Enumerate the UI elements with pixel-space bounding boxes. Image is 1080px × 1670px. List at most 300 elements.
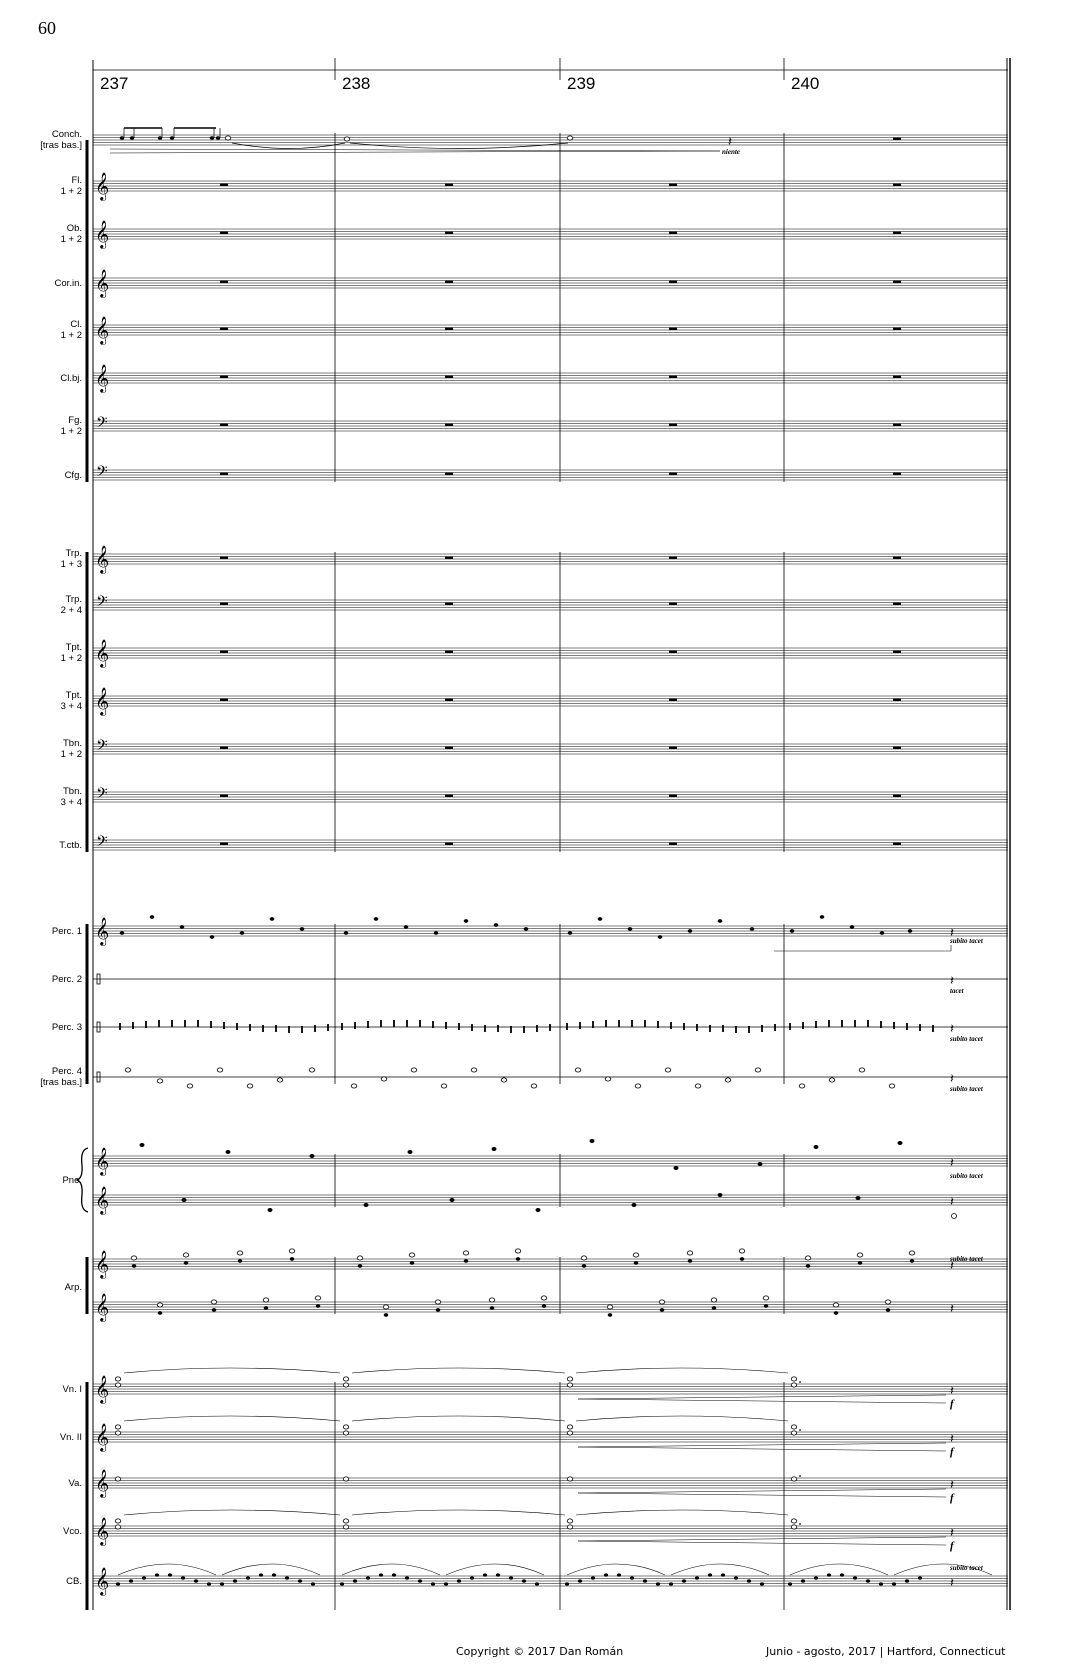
perc1-note xyxy=(344,931,349,935)
trp24-whole-rest xyxy=(445,603,453,605)
perc4-note xyxy=(277,1078,283,1082)
piano-lh-note xyxy=(450,1198,455,1202)
cb-slur xyxy=(790,1564,888,1575)
tbn34-whole-rest xyxy=(220,795,228,797)
fg-whole-rest xyxy=(220,424,228,426)
vn1-tie xyxy=(124,1368,340,1373)
va-whole-note xyxy=(115,1477,121,1481)
harp-lh-harmonic xyxy=(763,1296,769,1300)
harp-lh-harmonic xyxy=(659,1300,665,1304)
harp-lh-note xyxy=(490,1306,495,1310)
harp-rh-harmonic xyxy=(183,1253,189,1257)
subito-tacet-marking: subito tacet xyxy=(950,1035,983,1043)
cl-whole-rest xyxy=(669,328,677,330)
harp-lh-harmonic xyxy=(315,1296,321,1300)
cl-whole-rest xyxy=(893,328,901,330)
instrument-label-ob: Ob. 1 + 2 xyxy=(60,223,82,245)
tbn34-whole-rest xyxy=(669,795,677,797)
instrument-label-tbn34: Tbn. 3 + 4 xyxy=(60,786,82,808)
perc1-note xyxy=(270,917,275,921)
cb-slur xyxy=(567,1564,665,1575)
cb-note xyxy=(578,1579,582,1582)
perc4-note xyxy=(351,1084,357,1088)
cb-note xyxy=(669,1582,673,1585)
cb-note xyxy=(483,1573,487,1576)
arp-lower-treble-clef: 𝄞 xyxy=(95,1293,110,1321)
cb-note xyxy=(457,1579,461,1582)
tctb-bass-clef: 𝄢 xyxy=(96,833,108,854)
piano-pedal-mark xyxy=(952,1214,957,1219)
perc4-note xyxy=(471,1068,477,1072)
perc1-note xyxy=(150,915,155,919)
tbn12-whole-rest xyxy=(669,747,677,749)
perc1-note xyxy=(434,931,439,935)
forte-marking: f xyxy=(950,1446,954,1458)
cb-note xyxy=(272,1573,276,1576)
harp-lh-note xyxy=(212,1308,217,1312)
vn2-quarter-rest: 𝄽 xyxy=(950,1432,954,1447)
vn1-tie xyxy=(352,1368,565,1373)
harp-rh-harmonic xyxy=(739,1249,745,1253)
cfg-whole-rest xyxy=(220,473,228,475)
harp-rh-harmonic xyxy=(687,1251,693,1255)
vn2-whole-note xyxy=(567,1431,573,1435)
cb-note xyxy=(418,1579,422,1582)
vn1-whole-note xyxy=(567,1377,573,1381)
harp-rh-note xyxy=(910,1259,915,1263)
instrument-label-corin: Cor.in. xyxy=(54,277,82,289)
fl-whole-rest xyxy=(220,184,228,186)
cb-note xyxy=(853,1576,857,1579)
perc4-note xyxy=(665,1068,671,1072)
cb-note xyxy=(905,1579,909,1582)
piano-rh-note xyxy=(814,1145,819,1149)
fl-whole-rest xyxy=(445,184,453,186)
vn1-crescendo-hairpin xyxy=(578,1399,946,1403)
conch-whole-note xyxy=(344,137,350,141)
vn1-whole-note xyxy=(343,1383,349,1387)
harp-rh-note xyxy=(858,1261,863,1265)
harp-rh-note xyxy=(516,1257,521,1261)
vn2-tie xyxy=(352,1416,565,1421)
conch-tie xyxy=(350,143,568,149)
tbn12-whole-rest xyxy=(445,747,453,749)
vn2-dotted-half-note xyxy=(791,1431,797,1435)
perc1-note xyxy=(718,919,723,923)
barlines xyxy=(77,58,1010,1610)
perc1-note xyxy=(404,925,409,929)
vn2-whole-note xyxy=(115,1425,121,1429)
piano-rh-note xyxy=(758,1162,763,1166)
cb-note xyxy=(918,1576,922,1579)
cb-note xyxy=(630,1576,634,1579)
cb-slur xyxy=(118,1564,216,1575)
tpt12-whole-rest xyxy=(220,651,228,653)
cb-note xyxy=(116,1582,120,1585)
va-treble-clef: 𝄞 xyxy=(95,1469,110,1497)
vco-tie xyxy=(576,1510,788,1515)
forte-marking: f xyxy=(950,1540,954,1552)
vn2-crescendo-hairpin xyxy=(578,1447,946,1451)
perc3-quarter-rest: 𝄽 xyxy=(950,1022,954,1037)
perc1-note xyxy=(568,931,573,935)
va-whole-note xyxy=(343,1477,349,1481)
piano-rh-note xyxy=(590,1139,595,1143)
fg-whole-rest xyxy=(893,424,901,426)
harp-rh-quarter-rest: 𝄽 xyxy=(950,1259,954,1274)
fl-whole-rest xyxy=(669,184,677,186)
harp-rh-note xyxy=(806,1264,811,1268)
cb-note xyxy=(866,1579,870,1582)
fg-whole-rest xyxy=(445,424,453,426)
vn2-crescendo-hairpin xyxy=(578,1443,946,1447)
corin-whole-rest xyxy=(669,281,677,283)
perc1-note xyxy=(464,919,469,923)
piano-rh-note xyxy=(226,1150,231,1154)
instrument-label-tpt12: Tpt. 1 + 2 xyxy=(60,642,82,664)
piano-lh-note xyxy=(632,1203,637,1207)
cb-slur xyxy=(671,1564,769,1575)
cl-treble-clef: 𝄞 xyxy=(95,316,110,344)
conch-quarter-rest: 𝄽 xyxy=(728,135,732,150)
vn2-dotted-half-note xyxy=(791,1425,797,1429)
notes xyxy=(95,128,992,1596)
subito-tacet-marking: subito tacet xyxy=(950,1172,983,1180)
corin-whole-rest xyxy=(445,281,453,283)
cb-note xyxy=(311,1582,315,1585)
cb-note xyxy=(194,1579,198,1582)
vn2-tie xyxy=(124,1416,340,1421)
conch-note xyxy=(120,136,124,140)
harp-rh-harmonic xyxy=(463,1251,469,1255)
conch-note xyxy=(216,136,220,140)
harp-lh-harmonic xyxy=(541,1296,547,1300)
cb-note xyxy=(129,1579,133,1582)
tpt34-whole-rest xyxy=(893,699,901,701)
instrument-label-cfg: Cfg. xyxy=(64,469,82,481)
cfg-whole-rest xyxy=(669,473,677,475)
va-quarter-rest: 𝄽 xyxy=(950,1478,954,1493)
perc4-note xyxy=(829,1078,835,1082)
perc4-note xyxy=(411,1068,417,1072)
harp-rh-harmonic xyxy=(857,1253,863,1257)
tpt12-whole-rest xyxy=(669,651,677,653)
cb-note xyxy=(814,1576,818,1579)
cb-note xyxy=(708,1573,712,1576)
staff-lines xyxy=(93,135,1008,1586)
cb-note xyxy=(220,1582,224,1585)
tpt12-whole-rest xyxy=(893,651,901,653)
instrument-label-perc2: Perc. 2 xyxy=(51,973,82,985)
perc1-note xyxy=(790,929,795,933)
vco-crescendo-hairpin xyxy=(578,1541,946,1545)
vn2-whole-note xyxy=(343,1425,349,1429)
perc4-note xyxy=(695,1084,701,1088)
harp-rh-harmonic xyxy=(581,1256,587,1260)
cb-note xyxy=(509,1576,513,1579)
harp-lh-harmonic xyxy=(435,1300,441,1304)
tbn34-whole-rest xyxy=(445,795,453,797)
instrument-label-clbj: Cl.bj. xyxy=(60,372,82,384)
harp-rh-note xyxy=(464,1259,469,1263)
cb-note xyxy=(734,1576,738,1579)
measure-number: 240 xyxy=(791,74,820,93)
vco-quarter-rest: 𝄽 xyxy=(950,1526,954,1541)
harp-lh-harmonic xyxy=(607,1305,613,1309)
tpt34-whole-rest xyxy=(220,699,228,701)
harp-rh-harmonic xyxy=(289,1249,295,1253)
piano-lh-note xyxy=(856,1196,861,1200)
vco-augmentation-dot xyxy=(799,1523,801,1525)
tpt12-whole-rest xyxy=(445,651,453,653)
vn1-whole-note xyxy=(343,1377,349,1381)
harp-rh-harmonic xyxy=(909,1251,915,1255)
harp-rh-note xyxy=(184,1261,189,1265)
piano-rh-note xyxy=(408,1150,413,1154)
pno-upper-treble-clef: 𝄞 xyxy=(95,1147,110,1175)
perc4-note xyxy=(635,1084,641,1088)
harp-lh-harmonic xyxy=(211,1300,217,1304)
vn1-treble-clef: 𝄞 xyxy=(95,1375,110,1403)
cb-note xyxy=(259,1573,263,1576)
harp-rh-note xyxy=(132,1264,137,1268)
vn1-crescendo-hairpin xyxy=(578,1395,946,1399)
piano-rh-note xyxy=(310,1154,315,1158)
cb-note xyxy=(431,1582,435,1585)
forte-marking: f xyxy=(950,1398,954,1410)
perc4-note xyxy=(157,1079,163,1083)
harp-rh-note xyxy=(290,1257,295,1261)
cfg-whole-rest xyxy=(893,473,901,475)
ob-whole-rest xyxy=(893,232,901,234)
cb-note xyxy=(142,1576,146,1579)
vn1-dotted-half-note xyxy=(791,1383,797,1387)
piano-rh-quarter-rest: 𝄽 xyxy=(950,1156,954,1171)
vn1-whole-note xyxy=(567,1383,573,1387)
harp-rh-note xyxy=(634,1261,639,1265)
cb-note xyxy=(392,1573,396,1576)
cb-note xyxy=(695,1576,699,1579)
fl-whole-rest xyxy=(893,184,901,186)
page-number: 60 xyxy=(38,18,56,38)
cb-note xyxy=(604,1573,608,1576)
vco-crescendo-hairpin xyxy=(578,1537,946,1541)
clbj-whole-rest xyxy=(893,376,901,378)
conch-whole-rest xyxy=(893,138,901,140)
cfg-bass-clef: 𝄢 xyxy=(96,463,108,484)
perc1-note xyxy=(300,927,305,931)
harp-lh-harmonic xyxy=(157,1303,163,1307)
harp-rh-note xyxy=(740,1257,745,1261)
harp-rh-harmonic xyxy=(131,1256,137,1260)
piano-rh-note xyxy=(898,1141,903,1145)
piano-rh-note xyxy=(492,1147,497,1151)
instrument-label-tbn12: Tbn. 1 + 2 xyxy=(60,738,82,760)
harp-lh-note xyxy=(608,1313,613,1317)
perc4-note xyxy=(125,1068,131,1072)
trp13-whole-rest xyxy=(445,557,453,559)
perc4-note xyxy=(501,1078,507,1082)
clbj-whole-rest xyxy=(669,376,677,378)
piano-lh-quarter-rest: 𝄽 xyxy=(950,1195,954,1210)
instrument-label-vco: Vco. xyxy=(62,1525,82,1537)
vn2-whole-note xyxy=(115,1431,121,1435)
vn2-tie xyxy=(576,1416,788,1421)
measure-number: 239 xyxy=(567,74,596,93)
vco-whole-note xyxy=(343,1525,349,1529)
perc1-note xyxy=(908,929,913,933)
harp-lh-note xyxy=(384,1313,389,1317)
instrument-label-conch: Conch. [tras bas.] xyxy=(40,129,82,151)
cfg-whole-rest xyxy=(445,473,453,475)
perc1-note xyxy=(628,927,633,931)
tctb-whole-rest xyxy=(220,843,228,845)
harp-lh-quarter-rest: 𝄽 xyxy=(950,1302,954,1317)
perc4-note xyxy=(755,1068,761,1072)
cb-note xyxy=(535,1582,539,1585)
cb-note xyxy=(340,1582,344,1585)
perc4-note xyxy=(859,1068,865,1072)
conch-note xyxy=(130,136,134,140)
ob-whole-rest xyxy=(445,232,453,234)
cb-note xyxy=(379,1573,383,1576)
vco-whole-note xyxy=(115,1519,121,1523)
perc4-note xyxy=(217,1068,223,1072)
perc4-note xyxy=(605,1077,611,1081)
harp-rh-harmonic xyxy=(409,1253,415,1257)
vn1-whole-note xyxy=(115,1383,121,1387)
instrument-label-perc4: Perc. 4 [tras bas.] xyxy=(40,1066,82,1088)
perc4-note xyxy=(799,1084,805,1088)
cb-note xyxy=(181,1576,185,1579)
harp-rh-harmonic xyxy=(515,1249,521,1253)
harp-lh-harmonic xyxy=(833,1303,839,1307)
cb-note xyxy=(366,1576,370,1579)
vn2-whole-note xyxy=(567,1425,573,1429)
vco-whole-note xyxy=(115,1525,121,1529)
va-crescendo-hairpin xyxy=(578,1493,946,1497)
cl-whole-rest xyxy=(220,328,228,330)
trp24-whole-rest xyxy=(669,603,677,605)
cb-note xyxy=(353,1579,357,1582)
perc4-note xyxy=(725,1078,731,1082)
vco-whole-note xyxy=(343,1519,349,1523)
vn2-whole-note xyxy=(343,1431,349,1435)
instrument-label-fg: Fg. 1 + 2 xyxy=(60,415,82,437)
harp-lh-note xyxy=(264,1306,269,1310)
trp13-whole-rest xyxy=(893,557,901,559)
vco-whole-note xyxy=(567,1525,573,1529)
harp-lh-harmonic xyxy=(885,1300,891,1304)
pno-lower-treble-clef: 𝄞 xyxy=(95,1186,110,1214)
perc1-note xyxy=(750,927,755,931)
tbn12-whole-rest xyxy=(893,747,901,749)
piano-lh-note xyxy=(718,1193,723,1197)
vn1-tie xyxy=(576,1368,788,1373)
va-crescendo-hairpin xyxy=(578,1489,946,1493)
vn1-dotted-half-note xyxy=(791,1377,797,1381)
perc1-note xyxy=(820,915,825,919)
perc1-note xyxy=(880,931,885,935)
tbn12-bass-clef: 𝄢 xyxy=(96,737,108,758)
arp-upper-treble-clef: 𝄞 xyxy=(95,1250,110,1278)
cb-note xyxy=(155,1573,159,1576)
conch-hairpin xyxy=(110,149,720,151)
cb-note xyxy=(591,1576,595,1579)
trp24-whole-rest xyxy=(220,603,228,605)
vn2-treble-clef: 𝄞 xyxy=(95,1423,110,1451)
cb-note xyxy=(285,1576,289,1579)
instrument-label-fl: Fl. 1 + 2 xyxy=(60,175,82,197)
harp-rh-note xyxy=(238,1259,243,1263)
harp-rh-note xyxy=(688,1259,693,1263)
conch-half-note xyxy=(567,136,573,140)
ob-treble-clef: 𝄞 xyxy=(95,220,110,248)
ob-whole-rest xyxy=(220,232,228,234)
cb-note xyxy=(801,1579,805,1582)
piano-lh-note xyxy=(182,1198,187,1202)
perc4-note xyxy=(187,1084,193,1088)
perc4-note xyxy=(889,1084,895,1088)
perc1-note xyxy=(688,929,693,933)
perc1-note xyxy=(210,935,215,939)
perc1-note xyxy=(374,917,379,921)
cb-note xyxy=(405,1576,409,1579)
harp-lh-harmonic xyxy=(711,1298,717,1302)
cb-slur xyxy=(342,1564,440,1575)
cb-note xyxy=(617,1573,621,1576)
perc4-note xyxy=(441,1084,447,1088)
instrument-label-cb: CB. xyxy=(66,1575,82,1587)
perc4-note xyxy=(247,1084,253,1088)
instrument-label-vn1: Vn. I xyxy=(62,1383,82,1395)
perc1-quarter-rest: 𝄽 xyxy=(950,926,954,941)
tpt34-whole-rest xyxy=(445,699,453,701)
perc4-note xyxy=(381,1077,387,1081)
perc4-note xyxy=(309,1068,315,1072)
ob-whole-rest xyxy=(669,232,677,234)
conch-hairpin xyxy=(110,151,720,153)
cb-note xyxy=(444,1582,448,1585)
instrument-label-trp24: Trp. 2 + 4 xyxy=(60,594,82,616)
harp-lh-note xyxy=(712,1306,717,1310)
instrument-label-va: Va. xyxy=(68,1477,82,1489)
measure-number: 237 xyxy=(100,74,129,93)
piano-lh-note xyxy=(536,1208,541,1212)
cb-note xyxy=(879,1582,883,1585)
instrument-label-vn2: Vn. II xyxy=(59,1431,82,1443)
harp-rh-note xyxy=(582,1264,587,1268)
instrument-label-tpt34: Tpt. 3 + 4 xyxy=(60,690,82,712)
forte-marking: f xyxy=(950,1492,954,1504)
harp-lh-note xyxy=(436,1308,441,1312)
vn1-whole-note xyxy=(115,1377,121,1381)
corin-whole-rest xyxy=(893,281,901,283)
perc1-note xyxy=(524,927,529,931)
cb-quarter-rest: 𝄽 xyxy=(950,1576,954,1591)
instrument-label-cl: Cl. 1 + 2 xyxy=(60,319,82,341)
cb-note xyxy=(721,1573,725,1576)
clbj-whole-rest xyxy=(220,376,228,378)
tacet-marking: tacet xyxy=(950,987,964,995)
cb-treble-clef: 𝄞 xyxy=(95,1567,110,1595)
corin-treble-clef: 𝄞 xyxy=(95,269,110,297)
footer-date-place: Junio - agosto, 2017 | Hartford, Connecticut xyxy=(766,1645,1006,1658)
subito-tacet-marking: subito tacet xyxy=(950,1564,983,1572)
cb-slur xyxy=(446,1564,544,1575)
perc1-note xyxy=(850,925,855,929)
cb-note xyxy=(522,1579,526,1582)
